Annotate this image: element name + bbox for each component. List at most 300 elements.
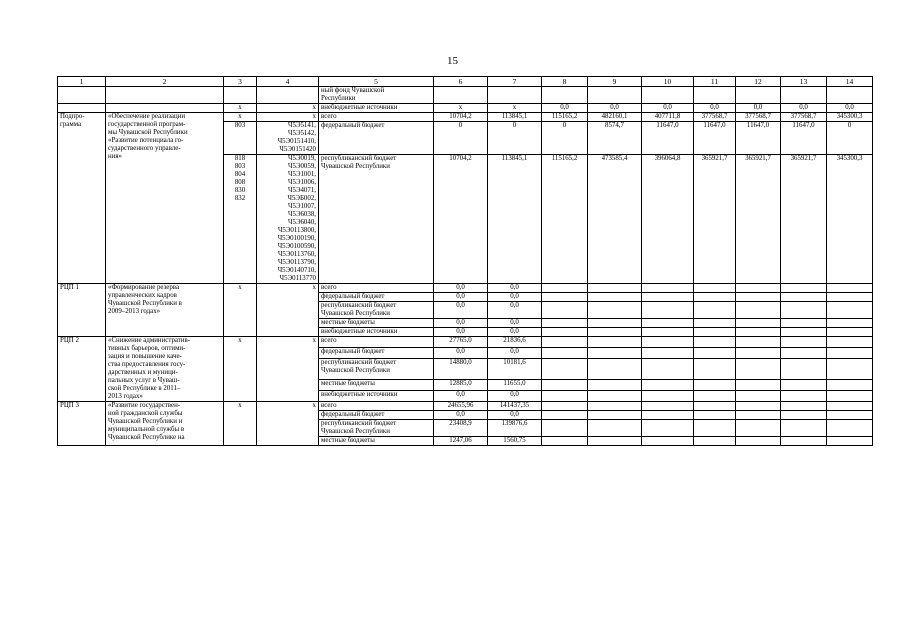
header-cell: 9 bbox=[588, 77, 642, 87]
budget-class-cell bbox=[257, 104, 319, 113]
admin-code-line: х bbox=[238, 284, 242, 291]
header-row bbox=[58, 77, 873, 87]
amount-cell: 12885,0 bbox=[434, 379, 488, 390]
amount-cell bbox=[694, 319, 736, 328]
amount-cell bbox=[736, 390, 781, 401]
amount-cell bbox=[736, 284, 781, 293]
amount-cell bbox=[736, 302, 781, 319]
amount-cell bbox=[827, 328, 873, 337]
amount-cell: 0 bbox=[434, 122, 488, 155]
funding-source-cell bbox=[319, 319, 434, 328]
amount-cell: 0,0 bbox=[488, 390, 542, 401]
amount-cell bbox=[781, 402, 827, 411]
funding-source-cell bbox=[319, 328, 434, 337]
amount-cell: 377568,7 bbox=[736, 113, 781, 122]
program-name-line: Чувашской Республики в bbox=[108, 300, 182, 307]
funding-source-cell bbox=[319, 379, 434, 390]
amount-cell bbox=[642, 284, 694, 293]
amount-cell bbox=[827, 359, 873, 380]
program-name-line: «Развитие государствен- bbox=[108, 402, 181, 409]
budget-class-line: Ч5Э0151420 bbox=[279, 146, 316, 153]
amount-cell bbox=[588, 359, 642, 380]
admin-code-line: х bbox=[238, 113, 242, 120]
amount-cell bbox=[694, 87, 736, 104]
amount-cell bbox=[781, 328, 827, 337]
table-row bbox=[58, 337, 873, 348]
amount-cell: 0,0 bbox=[434, 302, 488, 319]
amount-cell bbox=[642, 359, 694, 380]
amount-cell bbox=[694, 328, 736, 337]
amount-cell bbox=[588, 328, 642, 337]
amount-cell bbox=[827, 337, 873, 348]
amount-cell: 0,0 bbox=[434, 319, 488, 328]
budget-class-line: Ч5Э1001, bbox=[288, 171, 316, 178]
amount-cell: 0,0 bbox=[434, 390, 488, 401]
amount-cell: 482160,1 bbox=[588, 113, 642, 122]
amount-cell: 11647,0 bbox=[694, 122, 736, 155]
amount-cell bbox=[488, 87, 542, 104]
budget-class-line: Ч5Э0100590, bbox=[277, 243, 316, 250]
amount-cell bbox=[542, 390, 588, 401]
amount-cell bbox=[781, 319, 827, 328]
amount-cell bbox=[781, 359, 827, 380]
amount-cell bbox=[781, 437, 827, 446]
header-cell: 12 bbox=[736, 77, 781, 87]
amount-cell bbox=[642, 437, 694, 446]
amount-cell bbox=[588, 437, 642, 446]
amount-cell: 0 bbox=[542, 122, 588, 155]
amount-cell bbox=[694, 359, 736, 380]
amount-cell bbox=[588, 390, 642, 401]
amount-cell: 0,0 bbox=[588, 104, 642, 113]
funding-source-cell bbox=[319, 420, 434, 437]
funding-source-cell bbox=[319, 411, 434, 420]
amount-cell: 473585,4 bbox=[588, 155, 642, 284]
amount-cell bbox=[542, 359, 588, 380]
program-name-line: зация и повышение каче- bbox=[108, 353, 182, 360]
amount-cell: 21836,6 bbox=[488, 337, 542, 348]
table-row bbox=[58, 87, 873, 104]
program-name-line: дарственных и муници- bbox=[108, 369, 178, 376]
budget-class-line: Ч5ЭБ002, bbox=[287, 195, 316, 202]
amount-cell bbox=[827, 87, 873, 104]
funding-source-line: всего bbox=[321, 402, 337, 409]
amount-cell bbox=[781, 293, 827, 302]
budget-class-line: Ч5Э0113790, bbox=[277, 259, 316, 266]
page-number: 15 bbox=[447, 55, 458, 67]
program-name-cell bbox=[106, 87, 224, 104]
amount-cell bbox=[827, 420, 873, 437]
amount-cell bbox=[542, 437, 588, 446]
funding-source-cell bbox=[319, 293, 434, 302]
admin-code-cell bbox=[224, 87, 257, 104]
amount-cell: 0 bbox=[488, 122, 542, 155]
amount-cell bbox=[736, 337, 781, 348]
amount-cell: 11647,0 bbox=[781, 122, 827, 155]
amount-cell: 0,0 bbox=[488, 284, 542, 293]
program-code-cell bbox=[58, 113, 106, 284]
admin-code-line: 804 bbox=[234, 171, 246, 178]
amount-cell: 0,0 bbox=[434, 328, 488, 337]
funding-source-cell bbox=[319, 337, 434, 348]
amount-cell: 10704,2 bbox=[434, 155, 488, 284]
amount-cell: 365921,7 bbox=[736, 155, 781, 284]
program-name-line: тивных барьеров, оптими- bbox=[108, 345, 186, 352]
program-name-line: управленческих кадров bbox=[108, 292, 177, 299]
amount-cell bbox=[542, 87, 588, 104]
amount-cell bbox=[781, 411, 827, 420]
funding-source-line: внебюджетные источники bbox=[321, 328, 398, 335]
admin-code-line: 832 bbox=[234, 195, 246, 202]
program-name-line: сударственного управле- bbox=[108, 145, 181, 152]
budget-class-line: х bbox=[312, 113, 316, 120]
amount-cell bbox=[781, 284, 827, 293]
program-name-line: муниципальной службы в bbox=[108, 426, 185, 433]
funding-source-line: всего bbox=[321, 337, 337, 344]
program-name-line: 2013 годах» bbox=[108, 393, 143, 400]
header-cell: 2 bbox=[106, 77, 224, 87]
admin-code-line: 830 bbox=[234, 187, 246, 194]
amount-cell bbox=[588, 302, 642, 319]
funding-source-cell bbox=[319, 302, 434, 319]
amount-cell bbox=[588, 348, 642, 359]
amount-cell bbox=[642, 328, 694, 337]
budget-class-line: Ч5Э0100190, bbox=[277, 235, 316, 242]
admin-code-cell bbox=[224, 122, 257, 155]
funding-source-line: всего bbox=[321, 113, 337, 120]
budget-class-cell bbox=[257, 122, 319, 155]
amount-cell bbox=[588, 87, 642, 104]
budget-class-line: Ч5Э6038, bbox=[288, 211, 316, 218]
program-name-line: государственной програм- bbox=[108, 121, 186, 128]
budget-class-line: Ч5Э1006, bbox=[288, 179, 316, 186]
header-cell: 8 bbox=[542, 77, 588, 87]
budget-class-line: х bbox=[312, 337, 316, 344]
amount-cell bbox=[736, 359, 781, 380]
funding-source-cell bbox=[319, 87, 434, 104]
amount-cell bbox=[434, 87, 488, 104]
amount-cell: 10181,6 bbox=[488, 359, 542, 380]
amount-cell: 14880,0 bbox=[434, 359, 488, 380]
amount-cell: 11647,0 bbox=[642, 122, 694, 155]
funding-source-cell bbox=[319, 390, 434, 401]
amount-cell: 0,0 bbox=[488, 302, 542, 319]
header-cell: 1 bbox=[58, 77, 106, 87]
amount-cell: х bbox=[434, 104, 488, 113]
amount-cell: 0,0 bbox=[434, 411, 488, 420]
funding-source-line: федеральный бюджет bbox=[321, 348, 385, 356]
amount-cell bbox=[588, 284, 642, 293]
amount-cell bbox=[781, 87, 827, 104]
amount-cell bbox=[542, 379, 588, 390]
admin-code-line: х bbox=[238, 104, 242, 111]
budget-class-line: Ч5Э4071, bbox=[288, 187, 316, 194]
table-row bbox=[58, 402, 873, 411]
admin-code-cell bbox=[224, 155, 257, 284]
amount-cell: 377568,7 bbox=[694, 113, 736, 122]
amount-cell bbox=[736, 402, 781, 411]
budget-class-line: Ч5Э6040, bbox=[288, 219, 316, 226]
program-code-cell bbox=[58, 87, 106, 104]
budget-class-cell bbox=[257, 155, 319, 284]
header-cell: 4 bbox=[257, 77, 319, 87]
program-code-line: РЦП 3 bbox=[60, 402, 79, 409]
amount-cell bbox=[827, 390, 873, 401]
amount-cell bbox=[736, 319, 781, 328]
amount-cell bbox=[642, 348, 694, 359]
program-name-line: 2009–2013 годах» bbox=[108, 308, 161, 315]
amount-cell: 0,0 bbox=[642, 104, 694, 113]
amount-cell: 0,0 bbox=[488, 348, 542, 359]
amount-cell: 113845,1 bbox=[488, 155, 542, 284]
amount-cell: 0,0 bbox=[736, 104, 781, 113]
funding-source-line: всего bbox=[321, 284, 337, 291]
amount-cell bbox=[781, 337, 827, 348]
budget-class-line: Ч5Э5141, bbox=[288, 122, 316, 129]
admin-code-line: 803 bbox=[234, 122, 246, 129]
budget-class-line: Ч5Э1007, bbox=[288, 203, 316, 210]
amount-cell bbox=[694, 284, 736, 293]
amount-cell: 115165,2 bbox=[542, 113, 588, 122]
amount-cell bbox=[588, 337, 642, 348]
amount-cell bbox=[588, 293, 642, 302]
funding-source-line: ный фонд Чувашской bbox=[321, 87, 385, 94]
amount-cell bbox=[827, 379, 873, 390]
funding-source-line: республиканский бюджет bbox=[321, 302, 397, 309]
amount-cell: 0 bbox=[827, 122, 873, 155]
admin-code-cell bbox=[224, 402, 257, 446]
amount-cell bbox=[588, 402, 642, 411]
funding-source-line: Чувашской Республики bbox=[321, 310, 390, 317]
program-name-line: ной гражданской службы bbox=[108, 410, 183, 417]
funding-source-line: местные бюджеты bbox=[321, 437, 375, 444]
header-cell: 6 bbox=[434, 77, 488, 87]
amount-cell: 1247,06 bbox=[434, 437, 488, 446]
budget-class-line: х bbox=[312, 402, 316, 409]
funding-source-line: республиканский бюджет bbox=[321, 420, 397, 427]
amount-cell: 0,0 bbox=[434, 284, 488, 293]
header-cell: 14 bbox=[827, 77, 873, 87]
budget-class-line: Ч5Э0140710, bbox=[277, 267, 316, 274]
program-name-line: «Развитие потенциала го- bbox=[108, 137, 184, 144]
amount-cell bbox=[694, 293, 736, 302]
funding-source-cell bbox=[319, 402, 434, 411]
program-name-line: мы Чувашской Республики bbox=[108, 129, 188, 136]
amount-cell bbox=[642, 411, 694, 420]
amount-cell: 396064,8 bbox=[642, 155, 694, 284]
amount-cell bbox=[827, 402, 873, 411]
funding-source-line: местные бюджеты bbox=[321, 319, 375, 326]
program-code-cell bbox=[58, 402, 106, 446]
amount-cell: 11655,0 bbox=[488, 379, 542, 390]
amount-cell: 0,0 bbox=[488, 319, 542, 328]
funding-source-line: Чувашской Республики bbox=[321, 163, 390, 170]
amount-cell bbox=[542, 293, 588, 302]
budget-class-line: Ч5Э0019, bbox=[288, 155, 316, 162]
budget-class-line: Ч5Э0113760, bbox=[277, 251, 316, 258]
program-name-cell bbox=[106, 104, 224, 113]
amount-cell bbox=[642, 402, 694, 411]
amount-cell bbox=[781, 390, 827, 401]
table-row bbox=[58, 104, 873, 113]
amount-cell: 0,0 bbox=[694, 104, 736, 113]
funding-source-cell bbox=[319, 104, 434, 113]
admin-code-line: 818 bbox=[234, 155, 246, 162]
amount-cell bbox=[642, 390, 694, 401]
amount-cell bbox=[694, 379, 736, 390]
amount-cell bbox=[588, 411, 642, 420]
amount-cell bbox=[588, 379, 642, 390]
amount-cell bbox=[542, 328, 588, 337]
budget-class-line: Ч5Э0059, bbox=[288, 163, 316, 170]
header-cell: 3 bbox=[224, 77, 257, 87]
budget-class-line: х bbox=[312, 284, 316, 291]
program-name-line: Чувашской Республики и bbox=[108, 418, 183, 425]
amount-cell bbox=[694, 402, 736, 411]
program-name-line: ния» bbox=[108, 153, 122, 160]
amount-cell bbox=[781, 302, 827, 319]
admin-code-cell bbox=[224, 284, 257, 337]
program-code-cell bbox=[58, 104, 106, 113]
amount-cell bbox=[736, 348, 781, 359]
program-name-line: «Снижение административ- bbox=[108, 337, 191, 344]
amount-cell: х bbox=[488, 104, 542, 113]
budget-class-line: Ч5Э0151410, bbox=[277, 138, 316, 145]
budget-class-line: Ч5Э0113800, bbox=[277, 227, 316, 234]
amount-cell: 0,0 bbox=[434, 348, 488, 359]
amount-cell bbox=[781, 379, 827, 390]
amount-cell bbox=[542, 284, 588, 293]
program-name-line: ства предоставления госу- bbox=[108, 361, 186, 368]
budget-table bbox=[57, 76, 873, 446]
amount-cell: 27765,0 bbox=[434, 337, 488, 348]
funding-source-line: Республики bbox=[321, 95, 356, 102]
funding-source-cell bbox=[319, 359, 434, 380]
amount-cell bbox=[827, 348, 873, 359]
program-code-line: Подпро- bbox=[60, 113, 85, 120]
funding-source-cell bbox=[319, 155, 434, 284]
amount-cell bbox=[827, 284, 873, 293]
amount-cell bbox=[736, 87, 781, 104]
amount-cell: 139876,6 bbox=[488, 420, 542, 437]
amount-cell: 0,0 bbox=[488, 411, 542, 420]
header-cell: 13 bbox=[781, 77, 827, 87]
amount-cell: 365921,7 bbox=[694, 155, 736, 284]
admin-code-cell bbox=[224, 113, 257, 122]
funding-source-cell bbox=[319, 284, 434, 293]
amount-cell: 345300,3 bbox=[827, 113, 873, 122]
program-code-line: грамма bbox=[60, 121, 82, 128]
budget-class-cell bbox=[257, 113, 319, 122]
funding-source-line: федеральный бюджет bbox=[321, 293, 385, 300]
budget-class-line: х bbox=[312, 104, 316, 111]
program-code-line: РЦП 2 bbox=[60, 337, 79, 344]
program-name-line: пальных услуг в Чуваш- bbox=[108, 377, 180, 384]
admin-code-cell bbox=[224, 337, 257, 402]
amount-cell bbox=[642, 379, 694, 390]
amount-cell bbox=[736, 411, 781, 420]
budget-class-line: Ч5Э5142, bbox=[288, 130, 316, 137]
amount-cell bbox=[642, 420, 694, 437]
amount-cell bbox=[694, 348, 736, 359]
table-body bbox=[58, 87, 873, 446]
amount-cell bbox=[642, 293, 694, 302]
program-code-cell bbox=[58, 284, 106, 337]
amount-cell: 365921,7 bbox=[781, 155, 827, 284]
amount-cell: 10704,2 bbox=[434, 113, 488, 122]
amount-cell bbox=[694, 302, 736, 319]
amount-cell bbox=[542, 402, 588, 411]
header-cell: 10 bbox=[642, 77, 694, 87]
budget-class-cell bbox=[257, 87, 319, 104]
amount-cell bbox=[642, 87, 694, 104]
amount-cell: 0,0 bbox=[434, 293, 488, 302]
program-code-line: РЦП 1 bbox=[60, 284, 79, 291]
amount-cell bbox=[694, 420, 736, 437]
amount-cell bbox=[542, 420, 588, 437]
program-name-cell bbox=[106, 113, 224, 284]
header-cell: 11 bbox=[694, 77, 736, 87]
amount-cell: 23408,9 bbox=[434, 420, 488, 437]
amount-cell: 0,0 bbox=[488, 328, 542, 337]
budget-class-cell bbox=[257, 402, 319, 446]
program-name-cell bbox=[106, 284, 224, 337]
amount-cell: 407711,8 bbox=[642, 113, 694, 122]
program-name-line: «Формирование резерва bbox=[108, 284, 180, 291]
amount-cell bbox=[781, 420, 827, 437]
funding-source-line: федеральный бюджет bbox=[321, 122, 385, 129]
amount-cell bbox=[736, 379, 781, 390]
amount-cell bbox=[542, 337, 588, 348]
budget-class-cell bbox=[257, 284, 319, 337]
amount-cell: 377568,7 bbox=[781, 113, 827, 122]
funding-source-line: местные бюджеты bbox=[321, 379, 375, 387]
admin-code-line: 808 bbox=[234, 179, 246, 186]
amount-cell: 8574,7 bbox=[588, 122, 642, 155]
amount-cell: 0,0 bbox=[827, 104, 873, 113]
amount-cell bbox=[642, 337, 694, 348]
admin-code-line: х bbox=[238, 402, 242, 409]
amount-cell bbox=[827, 411, 873, 420]
amount-cell bbox=[736, 437, 781, 446]
program-name-line: «Обеспечение реализации bbox=[108, 113, 186, 120]
table-row bbox=[58, 284, 873, 293]
funding-source-line: внебюджетные источники bbox=[321, 390, 398, 398]
amount-cell bbox=[694, 390, 736, 401]
admin-code-cell bbox=[224, 104, 257, 113]
amount-cell bbox=[542, 302, 588, 319]
program-code-cell bbox=[58, 337, 106, 402]
amount-cell: 0,0 bbox=[542, 104, 588, 113]
amount-cell bbox=[588, 319, 642, 328]
amount-cell bbox=[827, 437, 873, 446]
funding-source-cell bbox=[319, 122, 434, 155]
amount-cell: 11647,0 bbox=[736, 122, 781, 155]
amount-cell bbox=[642, 319, 694, 328]
funding-source-line: республиканский бюджет bbox=[321, 359, 397, 367]
amount-cell: 115165,2 bbox=[542, 155, 588, 284]
header-cell: 7 bbox=[488, 77, 542, 87]
budget-class-cell bbox=[257, 337, 319, 402]
amount-cell bbox=[542, 411, 588, 420]
amount-cell: 345300,3 bbox=[827, 155, 873, 284]
funding-source-cell bbox=[319, 348, 434, 359]
funding-source-cell bbox=[319, 113, 434, 122]
funding-source-line: Чувашской Республики bbox=[321, 428, 390, 435]
program-name-line: Чувашской Республике на bbox=[108, 434, 185, 441]
amount-cell bbox=[827, 302, 873, 319]
amount-cell bbox=[736, 293, 781, 302]
